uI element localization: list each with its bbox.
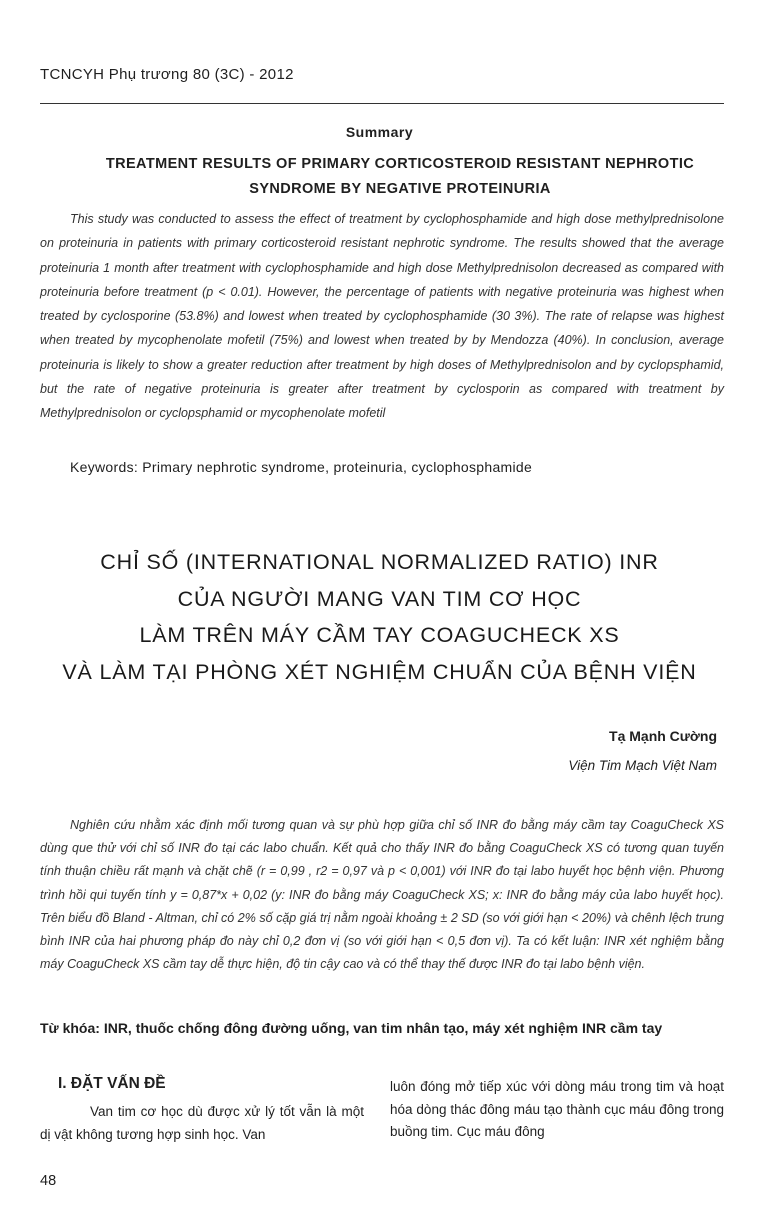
english-title-line-2: SYNDROME BY NEGATIVE PROTEINURIA (249, 181, 551, 197)
body-right-column (390, 1076, 724, 1144)
vietnamese-title-line-3: LÀM TRÊN MÁY CẦM TAY COAGUCHECK XS (139, 623, 620, 648)
body-left-column (40, 1075, 364, 1146)
section-heading: I. ĐẶT VẤN ĐỀ (58, 1075, 166, 1092)
english-keywords-text: Primary nephrotic syndrome, proteinuria, cyclophosphamide (142, 459, 533, 475)
vietnamese-abstract (40, 814, 724, 976)
author-name: Tạ Mạnh Cường (609, 728, 717, 744)
english-abstract-text: This study was conducted to assess the effect of treatment by cyclophosphamide and high dose methylprednisolone on proteinuria in patients with primary corticosteroid resistant nephrotic syndrome. The results showed that the average proteinuria 1 month after treatment with cyclophosphamide and high dose Methylprednisolon decreased as compared with proteinuria before treatment (p < 0.01). However, the percentage of patients with negative proteinuria was highest when treated by cyclosporine (53.8%) and lowest when treated by cyclophosphamide (30 3%). The rate of relapse was highest when treated by mycophenolate mofetil (75%) and lowest when treated by by Mendozza (40%). In conclusion, average proteinuria is likely to show a greater reduction after treatment by high doses of Methylprednisolon and by cyclopsphamid, but the rate of negative proteinuria is greater after treatment by cyclosporin as compared with treatment by Methylprednisolon or cyclopsphamid or mycophenolate mofetil (40, 212, 724, 421)
summary-label: Summary (345, 124, 414, 140)
english-title-line-1: TREATMENT RESULTS OF PRIMARY CORTICOSTEROID RESISTANT NEPHROTIC (105, 156, 695, 172)
vietnamese-title (0, 544, 759, 691)
vietnamese-keywords-label: Từ khóa: (40, 1020, 100, 1036)
vietnamese-title-line-1: CHỈ SỐ (INTERNATIONAL NORMALIZED RATIO) INR (100, 550, 659, 574)
english-abstract (40, 207, 724, 426)
vietnamese-keywords (40, 1017, 724, 1039)
vietnamese-title-line-4: VÀ LÀM TẠI PHÒNG XÉT NGHIỆM CHUẨN CỦA BỆNH VIỆN (62, 660, 697, 685)
vietnamese-abstract-text: Nghiên cứu nhằm xác định mối tương quan và sự phù hợp giữa chỉ số INR đo bằng máy cầm tay CoaguCheck XS dùng que thử với chỉ số INR đo tại các labo chuẩn. Kết quả cho thấy INR đo bằng CoaguCheck XS có tương quan tuyến tính thuận chiều rất mạnh và chặt chẽ (r = 0,99 , r2 = 0,97 và p < 0,001) với INR đo tại labo huyết học bệnh viện. Phương trình hồi qui tuyến tính y = 0,87*x + 0,02 (y: INR đo bằng máy CoaguCheck XS; x: INR đo bằng máy của labo huyết học). Trên biểu đồ Bland - Altman, chỉ có 2% số cặp giá trị nằm ngoài khoảng ± 2 SD (so với giới hạn < 20%) và chênh lệch trung bình INR của hai phương pháp đo này chỉ 0,2 đơn vị (so với giới hạn < 0,5 đơn vị). Ta có kết luận: INR xét nghiệm bằng máy CoaguCheck XS cầm tay dễ thực hiện, độ tin cậy cao và có thể thay thế được INR đo tại labo bệnh viện. (40, 818, 724, 972)
left-column-paragraph: Van tim cơ học dù được xử lý tốt vẫn là một dị vật không tương hợp sinh học. Van (40, 1104, 364, 1142)
english-title (60, 152, 740, 202)
running-header: TCNCYH Phụ trương 80 (3C) - 2012 (40, 66, 294, 83)
vietnamese-title-line-2: CỦA NGƯỜI MANG VAN TIM CƠ HỌC (177, 586, 582, 611)
page-number: 48 (40, 1173, 57, 1189)
english-keywords (70, 459, 532, 475)
right-column-paragraph: luôn đóng mở tiếp xúc với dòng máu trong tim và hoạt hóa dòng thác đông máu tạo thành cục máu đông trong buồng tim. Cục máu đông (390, 1079, 724, 1139)
author-affiliation: Viện Tim Mạch Việt Nam (568, 758, 717, 773)
vietnamese-keywords-text: INR, thuốc chống đông đường uống, van tim nhân tạo, máy xét nghiệm INR cầm tay (103, 1020, 663, 1036)
header-rule (40, 103, 724, 104)
english-keywords-label: Keywords: (70, 459, 139, 475)
